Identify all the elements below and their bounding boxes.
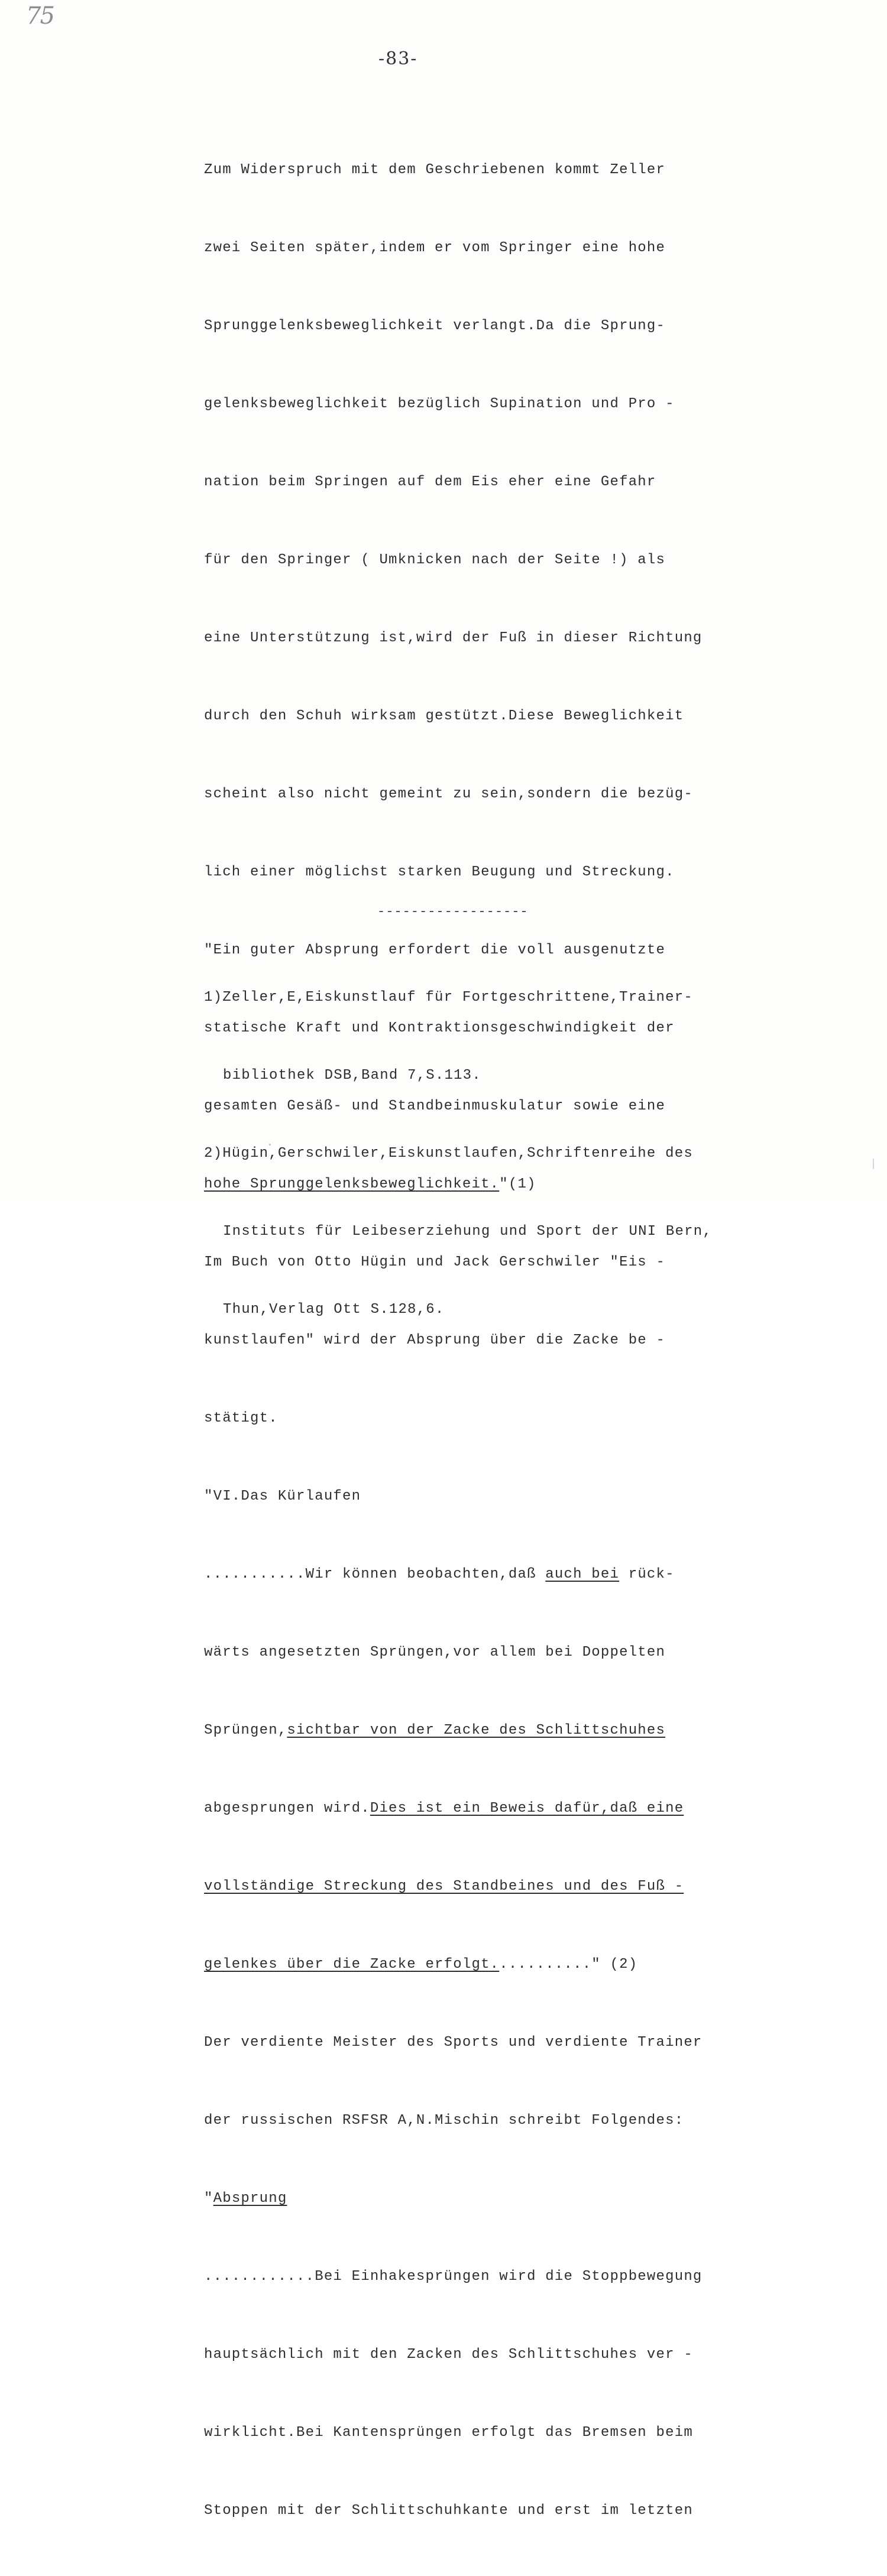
text-line <box>204 2186 795 2212</box>
footnote-2: 2)Hügin,Gerschwiler,Eiskunstlaufen,Schriftenreihe des <box>204 1146 693 1162</box>
text-line: durch den Schuh wirksam gestützt.Diese Beweglichkeit <box>204 708 684 724</box>
text-line: lich einer möglichst starken Beugung und Streckung. <box>204 864 675 880</box>
text-line: Der verdiente Meister des Sports und verdiente Trainer <box>204 2035 703 2051</box>
text-line: gelenksbeweglichkeit bezüglich Supination und Pro - <box>204 396 675 412</box>
paper-speck <box>269 1144 271 1146</box>
text-line: der russischen RSFSR A,N.Mischin schreibt Folgendes: <box>204 2113 684 2129</box>
text-line <box>204 1874 795 1900</box>
text-line: scheint also nicht gemeint zu sein,sondern die bezüg- <box>204 786 693 802</box>
footnote-ref-2: .........." (2) <box>499 1957 638 1972</box>
text-line: eine Unterstützung ist,wird der Fuß in dieser Richtung <box>204 630 703 646</box>
footnote-1: 1)Zeller,E,Eiskunstlauf für Fortgeschrittene,Trainer- <box>204 989 693 1005</box>
text-line: stätigt. <box>204 1410 278 1426</box>
underlined-text: Dies ist ein Beweis dafür,daß eine <box>370 1800 684 1816</box>
underlined-text: auch bei <box>545 1566 620 1582</box>
handwritten-page-mark: 75 <box>26 2 54 30</box>
footnote-1-continuation: bibliothek DSB,Band 7,S.113. <box>223 1068 481 1083</box>
text-line: Im Buch von Otto Hügin und Jack Gerschwiler "Eis - <box>204 1254 666 1270</box>
footnote-ref-1: "(1) <box>499 1176 536 1192</box>
underlined-text: gelenkes über die Zacke erfolgt. <box>204 1957 500 1972</box>
footnote-separator: ------------------ <box>377 904 529 919</box>
paper-speck <box>873 1159 874 1169</box>
footnote-2-continuation: Instituts für Leibeserziehung und Sport der UNI Bern, <box>223 1224 712 1240</box>
text-span: Sprüngen, <box>204 1722 287 1738</box>
text-line: statische Kraft und Kontraktionsgeschwindigkeit der <box>204 1020 675 1036</box>
text-line: zwei Seiten später,indem er vom Springer eine hohe <box>204 240 666 256</box>
page-number: -83- <box>378 48 418 69</box>
text-line: Zum Widerspruch mit dem Geschriebenen kommt Zeller <box>204 162 666 178</box>
text-line: ............Bei Einhakesprüngen wird die Stoppbewegung <box>204 2269 703 2285</box>
text-line: nation beim Springen auf dem Eis eher eine Gefahr <box>204 474 656 490</box>
text-line: gesamten Gesäß- und Standbeinmuskulatur sowie eine <box>204 1098 666 1114</box>
text-line: Sprunggelenksbeweglichkeit verlangt.Da die Sprung- <box>204 318 666 334</box>
text-line: für den Springer ( Umknicken nach der Seite !) als <box>204 552 666 568</box>
text-line: kunstlaufen" wird der Absprung über die Zacke be - <box>204 1332 666 1348</box>
underlined-text: sichtbar von der Zacke des Schlittschuhes <box>287 1722 666 1738</box>
underlined-quote: hohe Sprunggelenksbeweglichkeit. <box>204 1176 500 1192</box>
text-line: hauptsächlich mit den Zacken des Schlittschuhes ver - <box>204 2347 693 2363</box>
text-line: wärts angesetzten Sprüngen,vor allem bei Doppelten <box>204 1644 666 1660</box>
text-line <box>204 1952 795 1978</box>
underlined-heading: Absprung <box>213 2191 287 2207</box>
underlined-text: vollständige Streckung des Standbeines und des Fuß - <box>204 1879 684 1894</box>
text-line <box>204 1796 795 1822</box>
text-span: ...........Wir können beobachten,daß <box>204 1566 546 1582</box>
footnote-2-continuation: Thun,Verlag Ott S.128,6. <box>223 1302 445 1318</box>
text-span: rück- <box>619 1566 675 1582</box>
text-line <box>204 1562 795 1588</box>
text-span: abgesprungen wird. <box>204 1800 370 1816</box>
section-heading: "VI.Das Kürlaufen <box>204 1488 361 1504</box>
text-line: Stoppen mit der Schlittschuhkante und erst im letzten <box>204 2503 693 2519</box>
footnotes <box>204 933 795 1375</box>
text-line: "Ein guter Absprung erfordert die voll ausgenutzte <box>204 942 666 958</box>
text-line: wirklicht.Bei Kantensprüngen erfolgt das Bremsen beim <box>204 2425 693 2441</box>
quote-mark: " <box>204 2191 213 2207</box>
text-line <box>204 1718 795 1744</box>
